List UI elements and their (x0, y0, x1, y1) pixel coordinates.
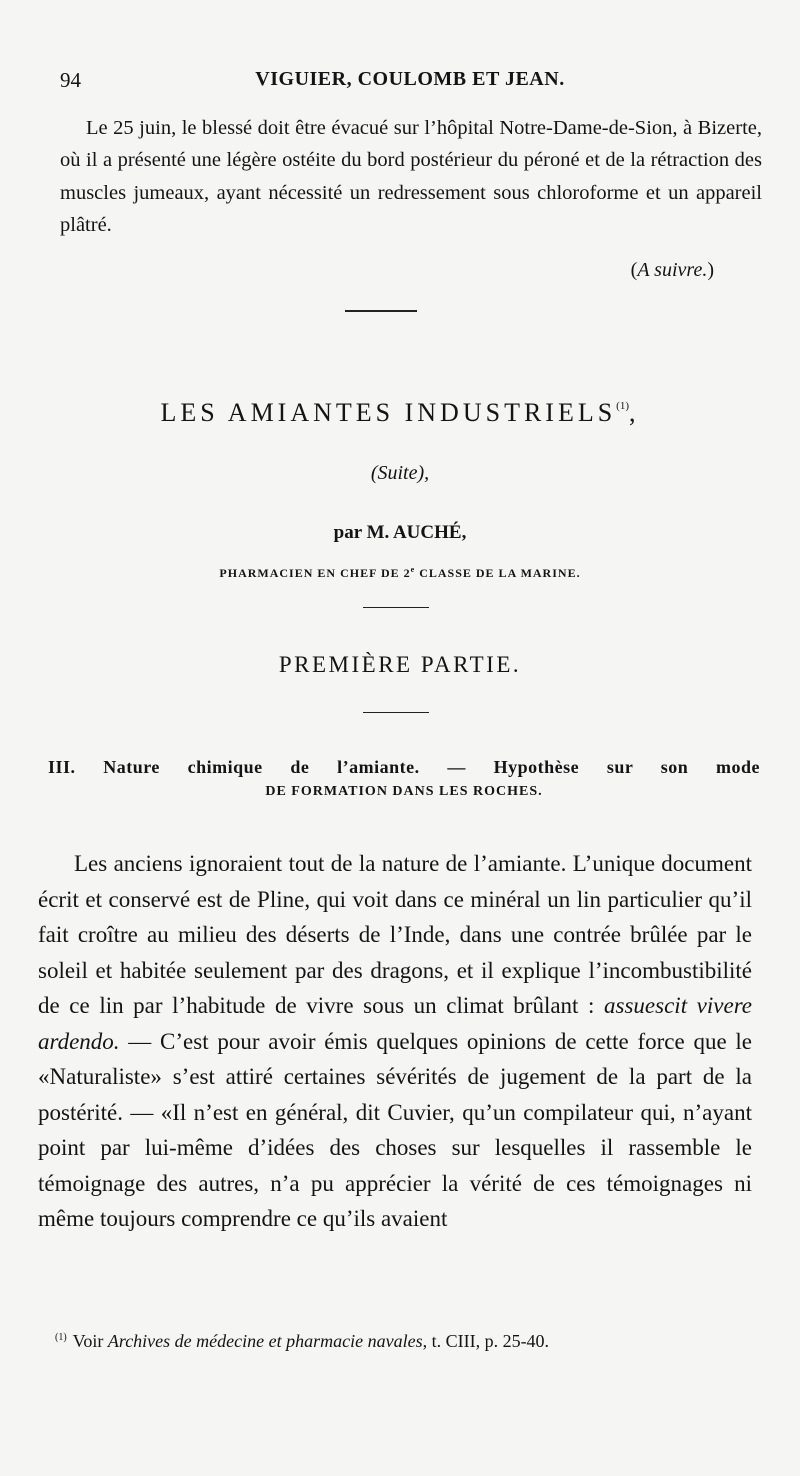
running-title: VIGUIER, COULOMB ET JEAN. (255, 68, 565, 90)
author-title (0, 565, 800, 581)
section-divider (345, 310, 417, 312)
part-title: PREMIÈRE PARTIE. (278, 652, 522, 677)
short-divider (363, 712, 429, 713)
footnote-suffix: , t. CIII, p. 25-40. (422, 1331, 550, 1351)
short-divider (363, 607, 429, 608)
latin-quote: assuescit vivere ardendo. (38, 993, 752, 1054)
footnote-journal: Archives de médecine et pharmacie navales (107, 1331, 423, 1351)
author-title-part-a: PHARMACIEN EN CHEF DE 2 (219, 566, 411, 580)
footnote (55, 1331, 755, 1352)
footnote-prefix: Voir (72, 1331, 108, 1351)
article-title (0, 398, 800, 428)
body-paragraph (38, 846, 752, 1237)
article-title-text: LES AMIANTES INDUSTRIELS (160, 398, 617, 427)
section-heading (48, 757, 760, 800)
continuation-close-paren: ) (707, 259, 714, 281)
article-title-suffix: , (629, 398, 640, 427)
continuation-text: A suivre. (637, 259, 708, 281)
section-heading-line-2: DE FORMATION DANS LES ROCHES. (265, 784, 543, 799)
body-text-part-1: Les anciens ignoraient tout de la nature de l’amiante. L’unique document écrit et conservé est de Pline, qui voit dans ce minéral un lin particulier qu’il fait croître au milieu des déserts de l’Inde, dans une contrée brûlée par le soleil et habitée seulement par des dragons, et il explique l’incombustibilité de ce lin par l’habitude de vivre sous un climat brûlant : (38, 851, 752, 1018)
section-heading-line-1: III. Nature chimique de l’amiante. — Hypothèse sur son mode (48, 757, 760, 777)
body-text-part-2: — C’est pour avoir émis quelques opinions de cette force que le «Naturaliste» s’est attiré certaines sévérités de jugement de la part de la postérité. — «Il n’est en général, dit Cuvier, qu’un compilateur qui, n’ayant point par lui-même d’idées des choses sur lesquelles il rassemble le témoignage des autres, n’a pu apprécier la vérité de ces témoignages ni même toujours comprendre ce qu’ils avaient (38, 1028, 752, 1231)
author-title-superscript: e (410, 565, 416, 574)
continuation-note (631, 259, 714, 282)
page-number: 94 (60, 68, 81, 92)
author-title-part-b: CLASSE DE LA MARINE. (415, 566, 581, 580)
article-subtitle: (Suite), (370, 462, 430, 484)
running-head (60, 68, 760, 96)
continuation-open-paren: ( (630, 259, 638, 281)
previous-article-closing-paragraph: Le 25 juin, le blessé doit être évacué sur l’hôpital Notre-Dame-de-Sion, à Bizerte, où il a présenté une légère ostéite du bord postérieur du péroné et de la rétraction des muscles jumeaux, ayant nécessité un redressement sous chloroforme et un appareil plâtré. (60, 117, 762, 236)
footnote-marker: (1) (55, 1332, 67, 1343)
footnote-reference: (1) (616, 400, 629, 412)
author-byline: par M. AUCHÉ, (333, 522, 467, 543)
